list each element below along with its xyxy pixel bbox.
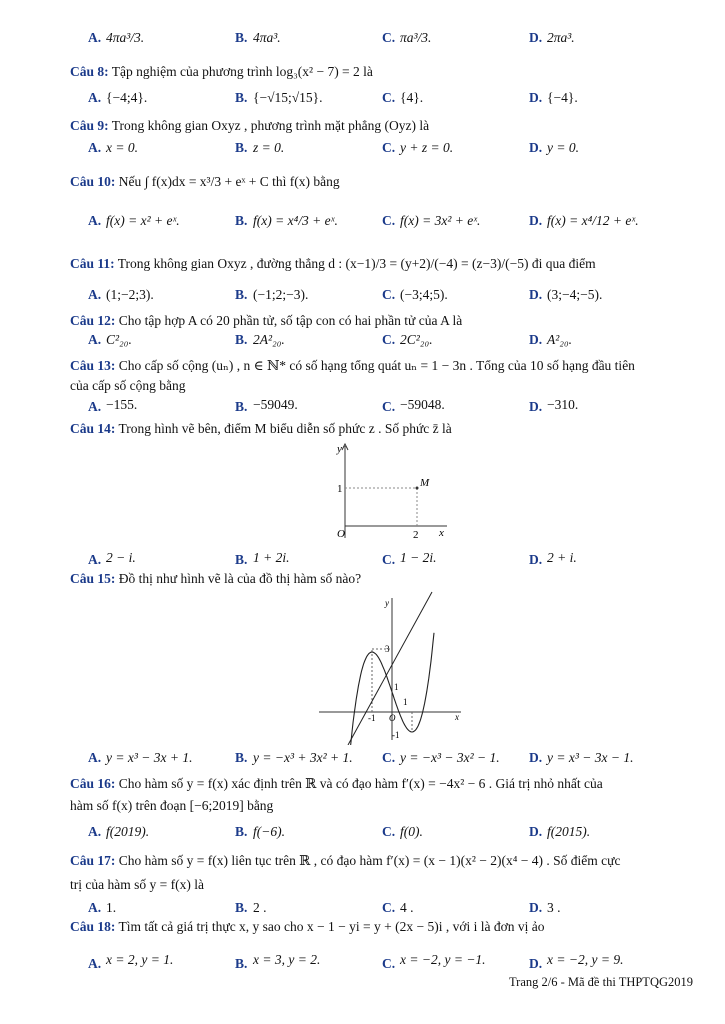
q15-text: Đồ thị như hình vẽ là của đồ thị hàm số nào? — [118, 571, 362, 586]
q14-label-x: x — [439, 527, 444, 539]
q16-letter-c: C. — [382, 824, 396, 839]
q17-label: Câu 17: — [70, 853, 116, 868]
q9-option-b: z = 0. — [253, 140, 285, 155]
q15-option-d: y = x³ − 3x − 1. — [547, 750, 634, 765]
q9-letter-c: C. — [382, 140, 396, 155]
q16-option-a: f(2019). — [106, 824, 150, 839]
q10-option-b: f(x) = x⁴/3 + eˣ. — [253, 213, 338, 228]
q18-text: Tìm tất cả giá trị thực x, y sao cho x − 1 − yi = y + (2x − 5)i , với i là đơn vị ảo — [118, 919, 545, 934]
q10-letter-d: D. — [529, 213, 543, 228]
q16-letter-d: D. — [529, 824, 543, 839]
q14-letter-b: B. — [235, 552, 248, 567]
q7-option-a: 4πa³/3. — [106, 30, 145, 45]
q15-figure — [315, 590, 465, 745]
page-footer: Trang 2/6 - Mã đề thi THPTQG2019 — [508, 975, 693, 989]
q8-letter-a: A. — [88, 90, 102, 105]
q16-option-c: f(0). — [400, 824, 423, 839]
q8-option-d: {−4}. — [547, 90, 578, 105]
q12-option-b: 2A²₂₀. — [253, 332, 285, 347]
q15-option-b: y = −x³ + 3x² + 1. — [253, 750, 353, 765]
q10-option-a: f(x) = x² + eˣ. — [106, 213, 180, 228]
q11-letter-c: C. — [382, 287, 396, 302]
q7-letter-a: A. — [88, 30, 102, 45]
q14-letter-d: D. — [529, 552, 543, 567]
q11-label: Câu 11: — [70, 256, 115, 271]
q13-label: Câu 13: — [70, 358, 116, 373]
q9-label: Câu 9: — [70, 118, 109, 133]
q15-label-one: 1 — [394, 682, 399, 692]
q8-letter-b: B. — [235, 90, 248, 105]
q14-point-m — [416, 487, 419, 490]
q17-option-c: 4 . — [400, 900, 414, 915]
q12-text: Cho tập hợp A có 20 phần tử, số tập con có hai phần tử của A là — [118, 313, 463, 328]
q13-letter-d: D. — [529, 399, 543, 414]
q8-letter-c: C. — [382, 90, 396, 105]
q9-stem — [70, 118, 429, 134]
q16-label: Câu 16: — [70, 776, 116, 791]
q7-letter-b: B. — [235, 30, 248, 45]
q12-letter-d: D. — [529, 332, 543, 347]
q10-label: Câu 10: — [70, 174, 116, 189]
q17-letter-b: B. — [235, 900, 248, 915]
q14-label-one: 1 — [337, 483, 343, 495]
q7-option-b: 4πa³. — [253, 30, 281, 45]
q18-letter-a: A. — [88, 956, 102, 971]
q17-option-b: 2 . — [253, 900, 267, 915]
q10-option-d: f(x) = x⁴/12 + eˣ. — [547, 213, 639, 228]
q18-option-d: x = −2, y = 9. — [547, 952, 624, 967]
q17-letter-c: C. — [382, 900, 396, 915]
q10-letter-b: B. — [235, 213, 248, 228]
q9-option-a: x = 0. — [106, 140, 138, 155]
q13-option-a: −155. — [106, 397, 138, 412]
q18-option-b: x = 3, y = 2. — [253, 952, 321, 967]
q17-option-d: 3 . — [547, 900, 561, 915]
q14-figure — [325, 440, 455, 545]
q15-letter-c: C. — [382, 750, 396, 765]
q12-letter-a: A. — [88, 332, 102, 347]
q16-option-b: f(−6). — [253, 824, 285, 839]
q13-stem-line2: của cấp số cộng bằng — [70, 378, 186, 393]
q8-letter-d: D. — [529, 90, 543, 105]
q15-option-a: y = x³ − 3x + 1. — [106, 750, 193, 765]
q17-stem — [70, 853, 620, 869]
q14-label-m: M — [420, 477, 430, 489]
q10-stem — [70, 174, 340, 190]
q13-option-b: −59049. — [253, 397, 298, 412]
q8-stem — [70, 64, 373, 80]
q13-text: Cho cấp số cộng (uₙ) , n ∈ ℕ* có số hạng tổng quát uₙ = 1 − 3n . Tổng của 10 số hạng đầu tiên — [118, 358, 635, 373]
q9-option-d: y = 0. — [547, 140, 579, 155]
q15-letter-a: A. — [88, 750, 102, 765]
q10-option-c: f(x) = 3x² + eˣ. — [400, 213, 481, 228]
q12-letter-b: B. — [235, 332, 248, 347]
q16-stem-line2: hàm số f(x) trên đoạn [−6;2019] bằng — [70, 798, 274, 813]
q9-text: Trong không gian Oxyz , phương trình mặt phẳng (Oyz) là — [111, 118, 430, 133]
q12-label: Câu 12: — [70, 313, 116, 328]
q15-label-y: y — [385, 598, 389, 608]
q17-stem-line2: trị của hàm số y = f(x) là — [70, 877, 204, 892]
q12-option-c: 2C²₂₀. — [400, 332, 433, 347]
q17-letter-d: D. — [529, 900, 543, 915]
q18-stem — [70, 919, 545, 935]
q14-option-d: 2 + i. — [547, 550, 577, 565]
q18-letter-d: D. — [529, 956, 543, 971]
q15-label-three: 3 — [385, 644, 390, 654]
q12-stem — [70, 313, 462, 329]
q13-option-c: −59048. — [400, 397, 445, 412]
q15-option-c: y = −x³ − 3x² − 1. — [400, 750, 500, 765]
q8-text: Tập nghiệm của phương trình log₃(x² − 7) = 2 là — [111, 64, 373, 79]
q12-option-a: C²₂₀. — [106, 332, 132, 347]
q13-letter-a: A. — [88, 399, 102, 414]
q14-option-c: 1 − 2i. — [400, 550, 437, 565]
q14-text: Trong hình vẽ bên, điểm M biểu diễn số phức z . Số phức z̄ là — [118, 421, 452, 436]
q16-letter-a: A. — [88, 824, 102, 839]
q11-stem — [70, 256, 596, 272]
q10-letter-c: C. — [382, 213, 396, 228]
q8-label: Câu 8: — [70, 64, 109, 79]
q8-option-b: {−√15;√15}. — [253, 90, 323, 105]
q15-stem — [70, 571, 361, 587]
q18-option-c: x = −2, y = −1. — [400, 952, 486, 967]
q13-option-d: −310. — [547, 397, 579, 412]
q9-letter-b: B. — [235, 140, 248, 155]
q18-label: Câu 18: — [70, 919, 116, 934]
q15-label: Câu 15: — [70, 571, 116, 586]
q11-option-b: (−1;2;−3). — [253, 287, 309, 302]
q17-option-a: 1. — [106, 900, 117, 915]
q13-letter-b: B. — [235, 399, 248, 414]
q14-letter-c: C. — [382, 552, 396, 567]
q18-letter-c: C. — [382, 956, 396, 971]
q14-option-b: 1 + 2i. — [253, 550, 290, 565]
q14-label: Câu 14: — [70, 421, 116, 436]
q14-label-o: O — [337, 528, 345, 540]
q16-letter-b: B. — [235, 824, 248, 839]
q15-label-x: x — [455, 712, 459, 722]
q8-option-c: {4}. — [400, 90, 424, 105]
q15-label-one-x: 1 — [403, 697, 408, 707]
q15-label-minus-one: -1 — [368, 713, 376, 723]
q13-letter-c: C. — [382, 399, 396, 414]
q16-text: Cho hàm số y = f(x) xác định trên ℝ và có đạo hàm f′(x) = −4x² − 6 . Giá trị nhỏ nhất của — [118, 776, 603, 791]
q14-stem — [70, 421, 452, 437]
q15-letter-d: D. — [529, 750, 543, 765]
q11-option-a: (1;−2;3). — [106, 287, 154, 302]
q18-option-a: x = 2, y = 1. — [106, 952, 174, 967]
q16-option-d: f(2015). — [547, 824, 591, 839]
q8-option-a: {−4;4}. — [106, 90, 148, 105]
q14-label-y: y — [337, 443, 342, 455]
q14-letter-a: A. — [88, 552, 102, 567]
q12-option-d: A²₂₀. — [547, 332, 573, 347]
q11-letter-d: D. — [529, 287, 543, 302]
q10-text: Nếu ∫ f(x)dx = x³/3 + eˣ + C thì f(x) bằng — [118, 174, 340, 189]
q14-option-a: 2 − i. — [106, 550, 136, 565]
q17-text: Cho hàm số y = f(x) liên tục trên ℝ , có đạo hàm f′(x) = (x − 1)(x² − 2)(x⁴ − 4) . Số điểm cực — [118, 853, 621, 868]
q11-letter-b: B. — [235, 287, 248, 302]
q9-letter-d: D. — [529, 140, 543, 155]
q12-letter-c: C. — [382, 332, 396, 347]
q16-stem — [70, 776, 603, 792]
q11-option-d: (3;−4;−5). — [547, 287, 603, 302]
q11-letter-a: A. — [88, 287, 102, 302]
q18-letter-b: B. — [235, 956, 248, 971]
q9-option-c: y + z = 0. — [400, 140, 454, 155]
q13-stem — [70, 358, 635, 374]
q11-text: Trong không gian Oxyz , đường thẳng d : (x−1)/3 = (y+2)/(−4) = (z−3)/(−5) đi qua điểm — [117, 256, 596, 271]
q14-label-two: 2 — [413, 529, 419, 541]
q9-letter-a: A. — [88, 140, 102, 155]
q17-letter-a: A. — [88, 900, 102, 915]
q7-letter-d: D. — [529, 30, 543, 45]
q15-label-minus-one-y: -1 — [392, 730, 400, 740]
q7-letter-c: C. — [382, 30, 396, 45]
q10-letter-a: A. — [88, 213, 102, 228]
q7-option-d: 2πa³. — [547, 30, 575, 45]
q7-option-c: πa³/3. — [400, 30, 432, 45]
q15-letter-b: B. — [235, 750, 248, 765]
q11-option-c: (−3;4;5). — [400, 287, 448, 302]
q15-label-o: O — [389, 713, 396, 723]
